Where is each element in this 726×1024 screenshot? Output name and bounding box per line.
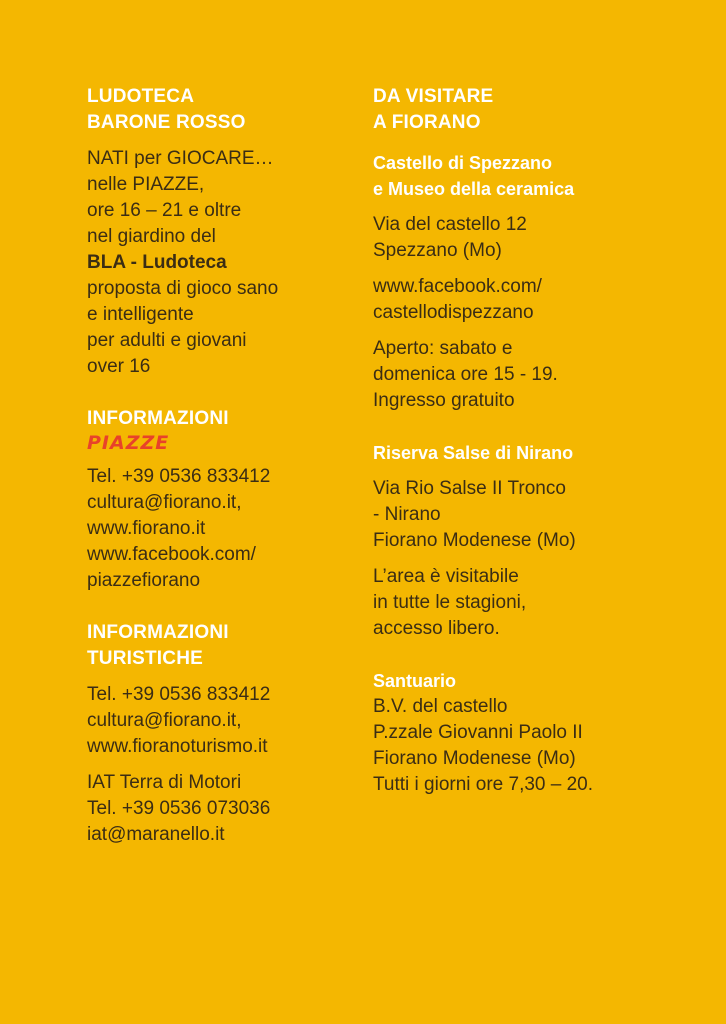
- info-turistiche-heading: INFORMAZIONI TURISTICHE: [87, 622, 229, 669]
- left-column: [87, 84, 357, 848]
- facebook-link-cont[interactable]: piazzefiorano: [87, 570, 201, 591]
- email-link[interactable]: cultura@fiorano.it,: [87, 492, 242, 513]
- ludoteca-heading: LUDOTECA BARONE ROSSO: [87, 86, 246, 133]
- phone: Tel. +39 0536 073036: [87, 798, 271, 819]
- facebook-link[interactable]: www.facebook.com/: [87, 544, 256, 565]
- riserva-title: Riserva Salse di Nirano: [373, 443, 574, 463]
- piazze-logo: PIAZZE: [87, 432, 170, 454]
- santuario-details: B.V. del castello P.zzale Giovanni Paolo II Fiorano Modenese (Mo) Tutti i giorni ore 7,30 – 20.: [373, 696, 594, 795]
- santuario-title: Santuario: [373, 671, 457, 691]
- info-piazze-heading: INFORMAZIONI: [87, 408, 229, 429]
- riserva-note: L’area è visitabile in tutte le stagioni, accesso libero.: [373, 566, 527, 639]
- email-link[interactable]: cultura@fiorano.it,: [87, 710, 242, 731]
- castello-web[interactable]: www.facebook.com/ castellodispezzano: [373, 276, 542, 323]
- visit-heading: DA VISITARE A FIORANO: [373, 86, 494, 133]
- ludoteca-venue: BLA - Ludoteca: [87, 252, 227, 273]
- phone: Tel. +39 0536 833412: [87, 466, 271, 487]
- website-link[interactable]: www.fiorano.it: [87, 518, 206, 539]
- ludoteca-description: NATI per GIOCARE… nelle PIAZZE, ore 16 – 21 e oltre nel giardino del BLA - Ludoteca proposta di gioco sano e intelligente per adulti e giovani over 16: [87, 146, 357, 380]
- castello-hours: Aperto: sabato e domenica ore 15 - 19. Ingresso gratuito: [373, 338, 558, 411]
- info-piazze-contacts: [87, 464, 357, 594]
- riserva-address: Via Rio Salse II Tronco - Nirano Fiorano Modenese (Mo): [373, 478, 576, 551]
- email-link[interactable]: iat@maranello.it: [87, 824, 225, 845]
- right-column: [373, 84, 673, 798]
- info-turistiche-contacts: [87, 682, 357, 760]
- iat-contacts: IAT Terra di Motori Tel. +39 0536 073036 iat@maranello.it: [87, 770, 357, 848]
- castello-title: Castello di Spezzano e Museo della ceramica: [373, 153, 575, 199]
- phone: Tel. +39 0536 833412: [87, 684, 271, 705]
- castello-address: Via del castello 12 Spezzano (Mo): [373, 214, 527, 261]
- website-link[interactable]: www.fioranoturismo.it: [87, 736, 268, 757]
